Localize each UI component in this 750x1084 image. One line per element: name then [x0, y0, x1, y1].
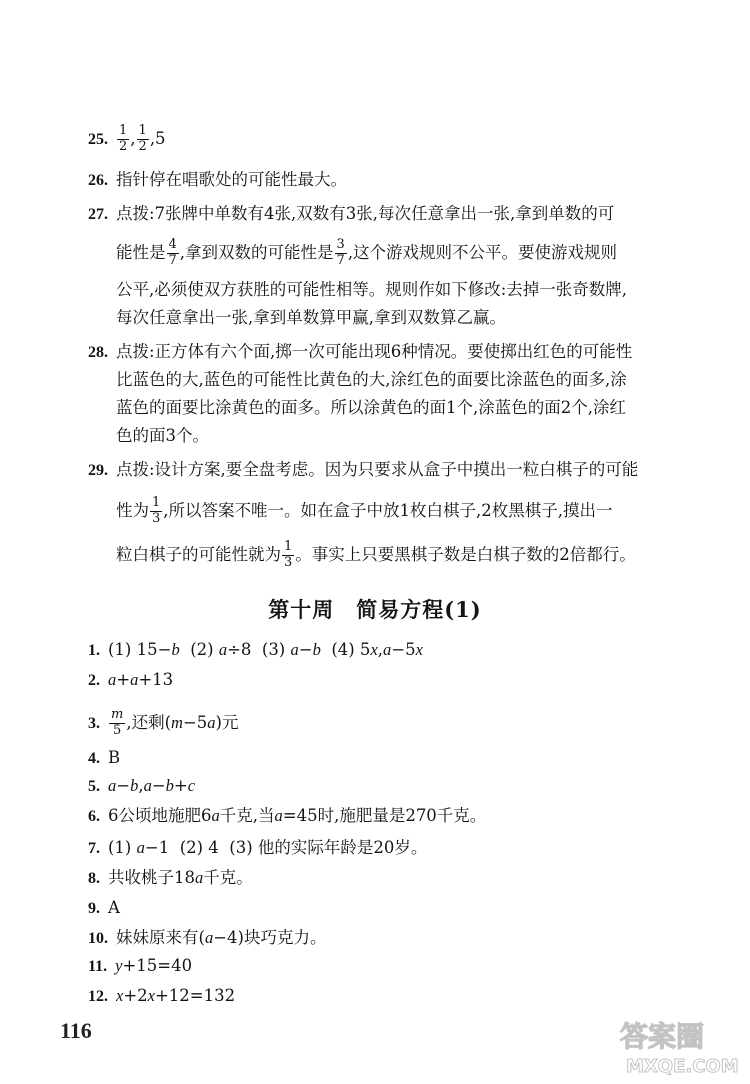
answer-number: 12. — [88, 988, 108, 1005]
answer-27: 27. 点拨:7张牌中单数有4张,双数有3张,每次任意拿出一张,拿到单数的可 — [88, 204, 615, 223]
answer-26: 26. 指针停在唱歌处的可能性最大。 — [88, 170, 347, 189]
answer-27-line-4: 每次任意拿出一张,拿到单数算甲赢,拿到双数算乙赢。 — [116, 308, 506, 327]
answer-25: 25. $\frac{1}{2}$ , $\frac{1}{2}$ ,5 — [88, 123, 166, 154]
answer-number: 5. — [88, 778, 100, 795]
answer-3: 3. $\frac{m}{5}$ ,还剩(m−5a)元 — [88, 707, 239, 738]
answer-number: 6. — [88, 808, 100, 825]
answer-27-line-2: 能性是 $\frac{4}{7}$ ,拿到双数的可能性是 $\frac{3}{7}$ ,这个游戏规则不公平。要使游戏规则 — [116, 237, 618, 268]
answer-number: 1. — [88, 642, 100, 659]
answer-number: 10. — [88, 930, 108, 947]
watermark-logo — [612, 1012, 742, 1078]
answer-number: 26. — [88, 172, 108, 189]
answer-12: 12. x+2x+12=132 — [88, 986, 236, 1005]
fraction: $\frac{1}{2}$ — [119, 123, 128, 154]
answer-number: 3. — [88, 714, 100, 732]
answer-number: 11. — [88, 958, 108, 975]
answer-29: 29. 点拨:设计方案,要全盘考虑。因为只要求从盒子中摸出一粒白棋子的可能 — [88, 460, 639, 479]
answer-number: 29. — [88, 462, 108, 479]
fraction: $\frac{1}{3}$ — [284, 539, 293, 570]
answer-number: 27. — [88, 206, 108, 223]
answer-4: 4. B — [88, 748, 121, 767]
answer-number: 7. — [88, 840, 100, 857]
fraction: $\frac{3}{7}$ — [336, 237, 345, 268]
fraction: $\frac{m}{5}$ — [111, 707, 124, 738]
answer-number: 8. — [88, 870, 100, 887]
page-number: 116 — [60, 1018, 92, 1043]
answer-28-line-4: 色的面3个。 — [116, 426, 209, 445]
answer-8: 8. 共收桃子18a千克。 — [88, 868, 253, 887]
answer-29-line-3: 粒白棋子的可能性就为 $\frac{1}{3}$ 。事实上只要黑棋子数是白棋子数的2倍都行。 — [116, 539, 636, 570]
answer-number: 25. — [88, 130, 108, 148]
watermark-text: 答案圈 — [620, 1020, 705, 1053]
section-heading: 第十周 简易方程(1) — [268, 597, 482, 622]
answer-27-line-3: 公平,必须使双方获胜的可能性相等。规则作如下修改:去掉一张奇数牌, — [116, 280, 628, 299]
watermark-url: MXQE.COM — [626, 1056, 739, 1077]
answer-28-line-2: 比蓝色的大,蓝色的可能性比黄色的大,涂红色的面要比涂蓝色的面多,涂 — [116, 370, 627, 389]
answer-9: 9. A — [88, 898, 120, 917]
fraction: $\frac{1}{3}$ — [152, 495, 161, 526]
answer-number: 4. — [88, 750, 100, 767]
answer-number: 2. — [88, 672, 100, 689]
answer-number: 28. — [88, 344, 108, 361]
answer-number: 9. — [88, 900, 100, 917]
answer-11: 11. y+15=40 — [88, 956, 193, 975]
answer-7: 7. (1) a−1 (2) 4 (3) 他的实际年龄是20岁。 — [88, 838, 428, 857]
answer-2: 2. a+a+13 — [88, 670, 174, 689]
answer-29-line-2: 性为 $\frac{1}{3}$ ,所以答案不唯一。如在盒子中放1枚白棋子,2枚黑棋子,摸出一 — [116, 495, 613, 526]
fraction: $\frac{4}{7}$ — [168, 237, 177, 268]
answer-28: 28. 点拨:正方体有六个面,掷一次可能出现6种情况。要使掷出红色的可能性 — [88, 342, 633, 361]
fraction: $\frac{1}{2}$ — [138, 123, 147, 154]
answer-28-line-3: 蓝色的面要比涂黄色的面多。所以涂黄色的面1个,涂蓝色的面2个,涂红 — [116, 398, 626, 417]
answer-1: 1. (1) 15−b (2) a÷8 (3) a−b (4) 5x,a−5x — [88, 640, 423, 659]
answer-6: 6. 6公顷地施肥6a千克,当a=45时,施肥量是270千克。 — [88, 806, 487, 825]
answer-5: 5. a−b,a−b+c — [88, 776, 196, 795]
answer-10: 10. 妹妹原来有(a−4)块巧克力。 — [88, 928, 327, 947]
